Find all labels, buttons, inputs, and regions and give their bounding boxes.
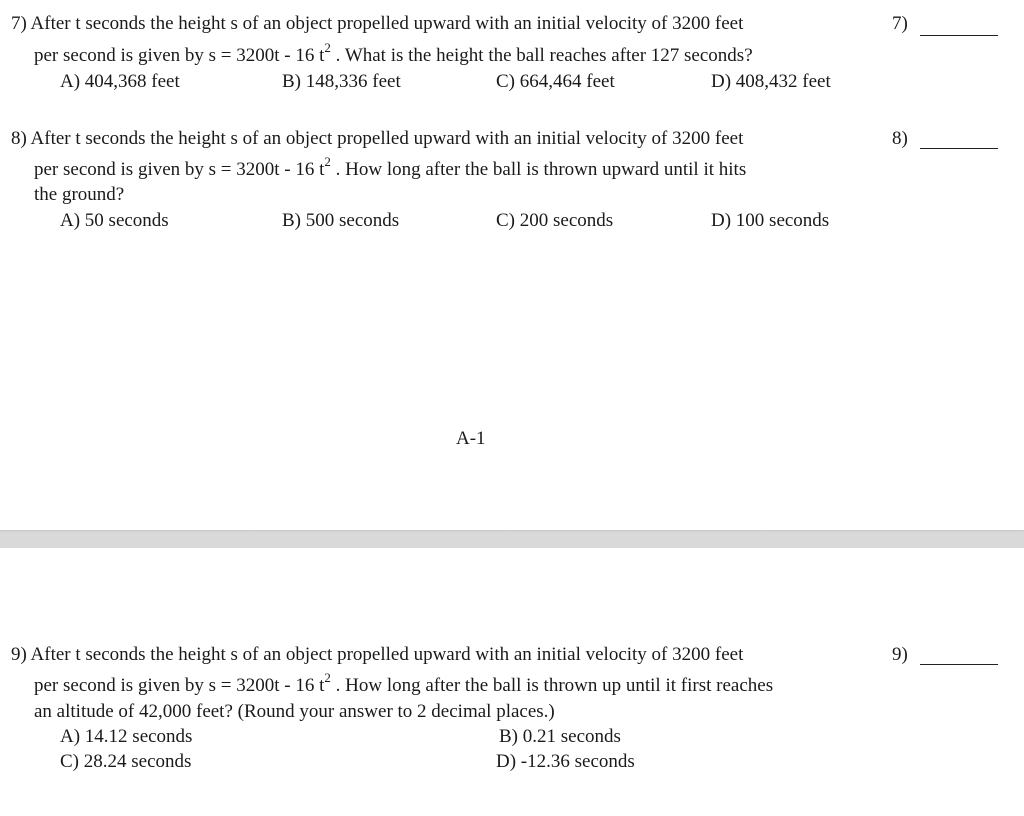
answer-blank-7[interactable] [920, 35, 998, 36]
page-footer: A-1 [456, 428, 486, 449]
page-bottom [0, 548, 1024, 816]
question-7-line-1: 7) After t seconds the height s of an object propelled upward with an initial velocity of 3200 feet [11, 13, 744, 34]
option-d[interactable]: D) 408,432 feet [711, 71, 831, 92]
option-d[interactable]: D) -12.36 seconds [496, 751, 635, 772]
page-separator [0, 530, 1024, 548]
exponent: 2 [324, 670, 331, 685]
question-9-text-b: . How long after the ball is thrown up until it first reaches [330, 675, 774, 696]
option-a[interactable]: A) 50 seconds [60, 210, 169, 231]
question-9-text-a: per second is given by s = 3200t - 16 t [34, 675, 325, 696]
question-7-line-2 [34, 40, 753, 67]
question-8-text-a: per second is given by s = 3200t - 16 t [34, 159, 325, 180]
question-9-number: 9) [892, 644, 908, 665]
question-9-line-3: an altitude of 42,000 feet? (Round your answer to 2 decimal places.) [34, 701, 555, 722]
question-7-text-a: per second is given by s = 3200t - 16 t [34, 45, 325, 66]
question-7-text-b: . What is the height the ball reaches after 127 seconds? [330, 45, 753, 66]
question-8-number: 8) [892, 128, 908, 149]
option-c[interactable]: C) 664,464 feet [496, 71, 615, 92]
option-d[interactable]: D) 100 seconds [711, 210, 830, 231]
option-b[interactable]: B) 500 seconds [282, 210, 400, 231]
answer-blank-9[interactable] [920, 664, 998, 665]
option-c[interactable]: C) 200 seconds [496, 210, 614, 231]
option-a[interactable]: A) 404,368 feet [60, 71, 180, 92]
question-9-line-1: 9) After t seconds the height s of an object propelled upward with an initial velocity of 3200 feet [11, 644, 744, 665]
question-8-line-1: 8) After t seconds the height s of an object propelled upward with an initial velocity of 3200 feet [11, 128, 744, 149]
option-c[interactable]: C) 28.24 seconds [60, 751, 192, 772]
option-a[interactable]: A) 14.12 seconds [60, 726, 193, 747]
question-7-number: 7) [892, 13, 908, 34]
question-8-line-2 [34, 154, 747, 181]
option-b[interactable]: B) 0.21 seconds [499, 726, 621, 747]
exponent: 2 [324, 154, 331, 169]
question-8-line-3: the ground? [34, 184, 125, 205]
question-9-line-2 [34, 670, 774, 697]
option-b[interactable]: B) 148,336 feet [282, 71, 401, 92]
exponent: 2 [324, 40, 331, 55]
answer-blank-8[interactable] [920, 148, 998, 149]
question-8-text-b: . How long after the ball is thrown upward until it hits [330, 159, 747, 180]
